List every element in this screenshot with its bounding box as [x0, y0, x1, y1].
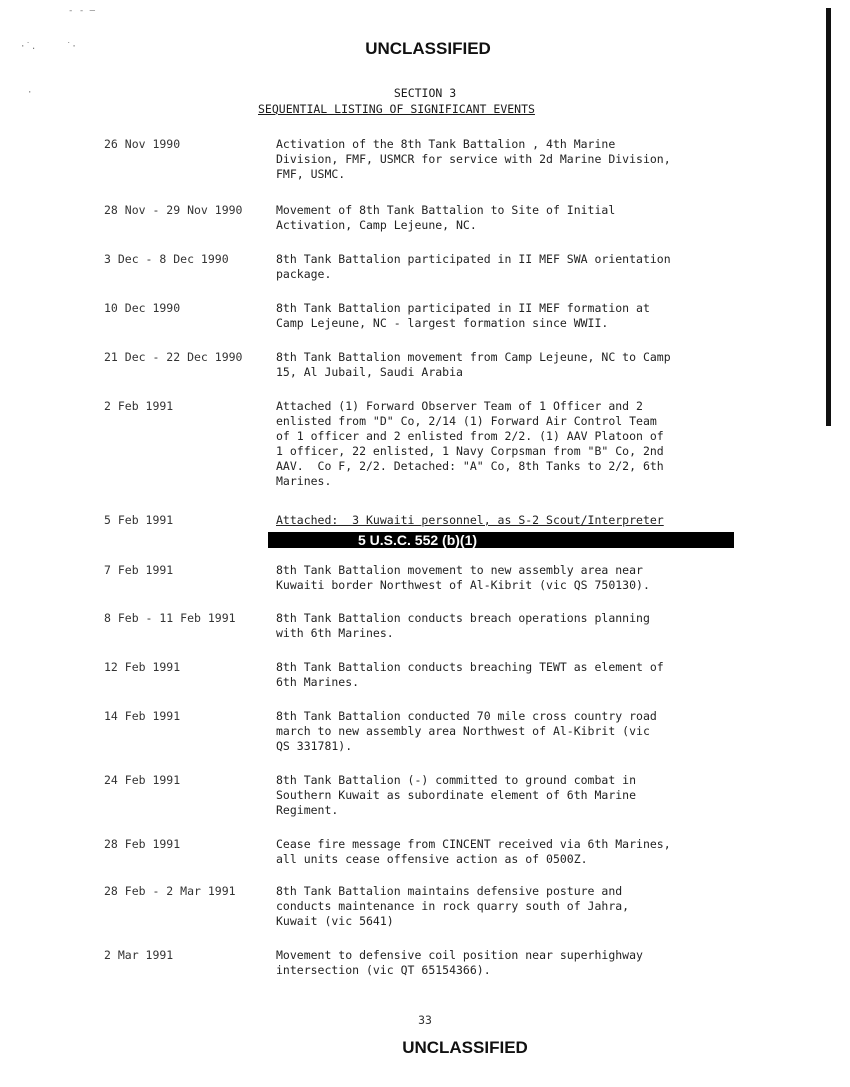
- classification-footer: UNCLASSIFIED: [402, 1038, 528, 1057]
- scan-speck: ·: [27, 88, 33, 98]
- event-description: Movement of 8th Tank Battalion to Site of Initial Activation, Camp Lejeune, NC.: [276, 203, 616, 232]
- event-description: Activation of the 8th Tank Battalion , 4th Marine Division, FMF, USMCR for service with 2d Marine Division, FMF, USMC.: [276, 137, 671, 181]
- event-description: Cease fire message from CINCENT received via 6th Marines, all units cease offensive action as of 0500Z.: [276, 837, 671, 866]
- event-description: 8th Tank Battalion maintains defensive posture and conducts maintenance in rock quarry south of Jahra, Kuwait (vic 5641): [276, 884, 630, 928]
- event-description: 8th Tank Battalion participated in II MEF formation at Camp Lejeune, NC - largest formation since WWII.: [276, 301, 650, 330]
- event-date: 8 Feb - 11 Feb 1991: [104, 611, 236, 625]
- event-date: 2 Feb 1991: [104, 399, 174, 413]
- redaction-label: 5 U.S.C. 552 (b)(1): [358, 532, 478, 548]
- event-date: 7 Feb 1991: [104, 563, 174, 577]
- event-date: 2 Mar 1991: [104, 948, 174, 962]
- event-date: 10 Dec 1990: [104, 301, 181, 315]
- event-description: Attached (1) Forward Observer Team of 1 Officer and 2 enlisted from "D" Co, 2/14 (1) Forward Air Control Team of 1 officer and 2 enlisted from 2/2. (1) AAV Platoon of 1 officer, 22 enlisted, 1 Navy Corpsman from "B" Co, 2nd AAV. Co F, 2/2. Detached: "A" Co, 8th Tanks to 2/2, 6th Marines.: [276, 399, 664, 488]
- event-description: Movement to defensive coil position near superhighway intersection (vic QT 65154366).: [276, 948, 643, 977]
- event-date: 26 Nov 1990: [104, 137, 181, 151]
- scan-speck: ·˙.: [20, 42, 37, 52]
- event-date: 5 Feb 1991: [104, 513, 174, 527]
- event-date: 24 Feb 1991: [104, 773, 181, 787]
- scan-edge-bar: [826, 8, 831, 426]
- classification-header: UNCLASSIFIED: [365, 39, 491, 58]
- event-date: 14 Feb 1991: [104, 709, 181, 723]
- page-number: 33: [418, 1013, 432, 1027]
- redaction-box: [268, 532, 734, 548]
- scan-speck: ˙·: [66, 42, 77, 52]
- event-description: 8th Tank Battalion conducted 70 mile cross country road march to new assembly area Northwest of Al-Kibrit (vic QS 331781).: [276, 709, 657, 753]
- event-description: 8th Tank Battalion (-) committed to ground combat in Southern Kuwait as subordinate element of 6th Marine Regiment.: [276, 773, 637, 817]
- event-description: 8th Tank Battalion movement to new assembly area near Kuwaiti border Northwest of Al-Kibrit (vic QS 750130).: [276, 563, 650, 592]
- event-date: 28 Feb 1991: [104, 837, 181, 851]
- event-description: 8th Tank Battalion conducts breaching TEWT as element of 6th Marines.: [276, 660, 664, 689]
- event-description: 8th Tank Battalion participated in II MEF SWA orientation package.: [276, 252, 671, 281]
- event-date: 28 Feb - 2 Mar 1991: [104, 884, 236, 898]
- event-date: 3 Dec - 8 Dec 1990: [104, 252, 229, 266]
- event-date: 12 Feb 1991: [104, 660, 181, 674]
- scan-speck: - - —: [68, 6, 96, 16]
- section-title: SEQUENTIAL LISTING OF SIGNIFICANT EVENTS: [258, 102, 535, 116]
- event-description: 8th Tank Battalion movement from Camp Lejeune, NC to Camp 15, Al Jubail, Saudi Arabia: [276, 350, 671, 379]
- event-date: 28 Nov - 29 Nov 1990: [104, 203, 243, 217]
- event-description: Attached: 3 Kuwaiti personnel, as S-2 Scout/Interpreter: [276, 513, 664, 527]
- event-description: 8th Tank Battalion conducts breach operations planning with 6th Marines.: [276, 611, 650, 640]
- event-date: 21 Dec - 22 Dec 1990: [104, 350, 243, 364]
- section-number: SECTION 3: [393, 86, 457, 100]
